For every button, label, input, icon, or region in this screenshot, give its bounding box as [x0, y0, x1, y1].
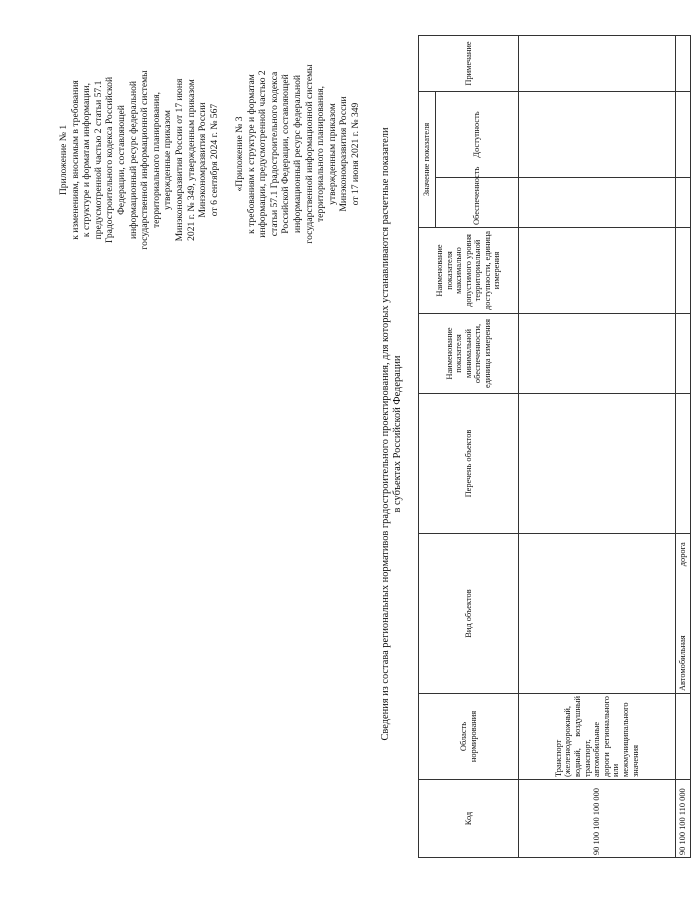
cell-accessibility — [519, 92, 676, 178]
annex-3-line: территориального планирования, — [315, 85, 327, 223]
cell-list — [519, 394, 676, 534]
cell-code: 90 100 100 110 000 — [676, 780, 691, 858]
cell-provision — [676, 178, 691, 228]
cell-min-indicator — [676, 314, 691, 394]
cell-max-indicator — [676, 228, 691, 314]
norms-table — [418, 35, 691, 858]
cell-kind-right: дорога — [678, 542, 688, 567]
annex-1-line: Приложение № 1 — [58, 124, 69, 196]
header-note: Примечание — [419, 36, 519, 92]
annex-3-line: Минэкономразвития России — [338, 96, 350, 212]
annex-3-line: информации, предусмотренной частью 2 — [257, 70, 269, 238]
annex-3-caption — [234, 36, 362, 272]
annex-1-line: предусмотренной частью 2 статьи 57.1 — [92, 80, 104, 240]
annex-3-line: утвержденным приказом — [326, 103, 338, 205]
header-min-indicator: Наименование показателя минимальной обеспеченности, единица измерения — [419, 314, 519, 394]
cell-area: Транспорт (железнодорожный, водный, воздушный транспорт, автомобильные дороги регионального или межмуниципального значения — [519, 694, 676, 780]
annex-1-line: государственной информационной системы — [139, 70, 151, 250]
annex-3-line: государственной информационной системы — [303, 64, 315, 244]
annex-1-line: Градостроительного кодекса Российской — [104, 76, 116, 244]
annex-1-line: от 6 сентября 2024 г. № 567 — [208, 103, 220, 217]
annex-3-line: Российской Федерации, составляющей — [280, 74, 292, 234]
cell-kind — [519, 534, 676, 694]
annex-1-line: Минэкономразвития России от 17 июня — [173, 78, 185, 242]
header-code: Код — [419, 780, 519, 858]
header-provision: Обеспеченность — [436, 178, 519, 228]
document-heading — [380, 24, 405, 844]
header-area: Область нормирования — [419, 694, 519, 780]
annex-1-line: Минэкономразвития России — [197, 102, 209, 218]
cell-provision — [519, 178, 676, 228]
annex-1-line: 2021 г. № 349, утвержденным приказом — [185, 79, 197, 241]
table-row — [519, 36, 676, 858]
annex-1-line: Федерации, составляющей — [115, 105, 127, 215]
cell-area — [676, 694, 691, 780]
annex-1-line: к структуре и форматам информации, — [81, 82, 93, 238]
cell-kind-left: Автомобильная — [678, 635, 688, 691]
header-kind: Вид объектов — [419, 534, 519, 694]
heading-line: Сведения из состава региональных нормативов градостроительного проектирования, для которых устанавливаются расчетные показатели — [380, 127, 391, 741]
annex-1-line: территориального планирования, — [150, 91, 162, 229]
table-row — [676, 36, 691, 858]
annex-3-line: к требованиям к структуре и форматам — [245, 74, 257, 234]
annex-1-line: к изменениям, вносимым в требования — [69, 80, 81, 240]
cell-accessibility — [676, 92, 691, 178]
annex-1-line: информационный ресурс федеральной — [127, 80, 139, 240]
annex-3-line: статьи 57.1 Градостроительного кодекса — [268, 71, 280, 237]
header-accessibility: Доступность — [436, 92, 519, 178]
header-list: Перечень объектов — [419, 394, 519, 534]
annex-1-line: утвержденные приказом — [162, 110, 174, 210]
annex-1-caption — [58, 52, 220, 268]
cell-note — [519, 36, 676, 92]
cell-code: 90 100 100 100 000 — [519, 780, 676, 858]
cell-list — [676, 394, 691, 534]
cell-min-indicator — [519, 314, 676, 394]
cell-kind — [676, 534, 691, 694]
annex-3-line: «Приложение № 3 — [234, 116, 245, 192]
header-values-group: Значение показателя — [419, 92, 436, 228]
annex-3-line: от 17 июня 2021 г. № 349 — [349, 102, 361, 206]
annex-3-line: информационный ресурс федеральной — [291, 74, 303, 234]
heading-line: в субъектах Российской Федерации — [392, 355, 404, 513]
cell-max-indicator — [519, 228, 676, 314]
header-max-indicator: Наименование показателя максимально допустимого уровня территориальной доступности, единица измерения — [419, 228, 519, 314]
cell-note — [676, 36, 691, 92]
